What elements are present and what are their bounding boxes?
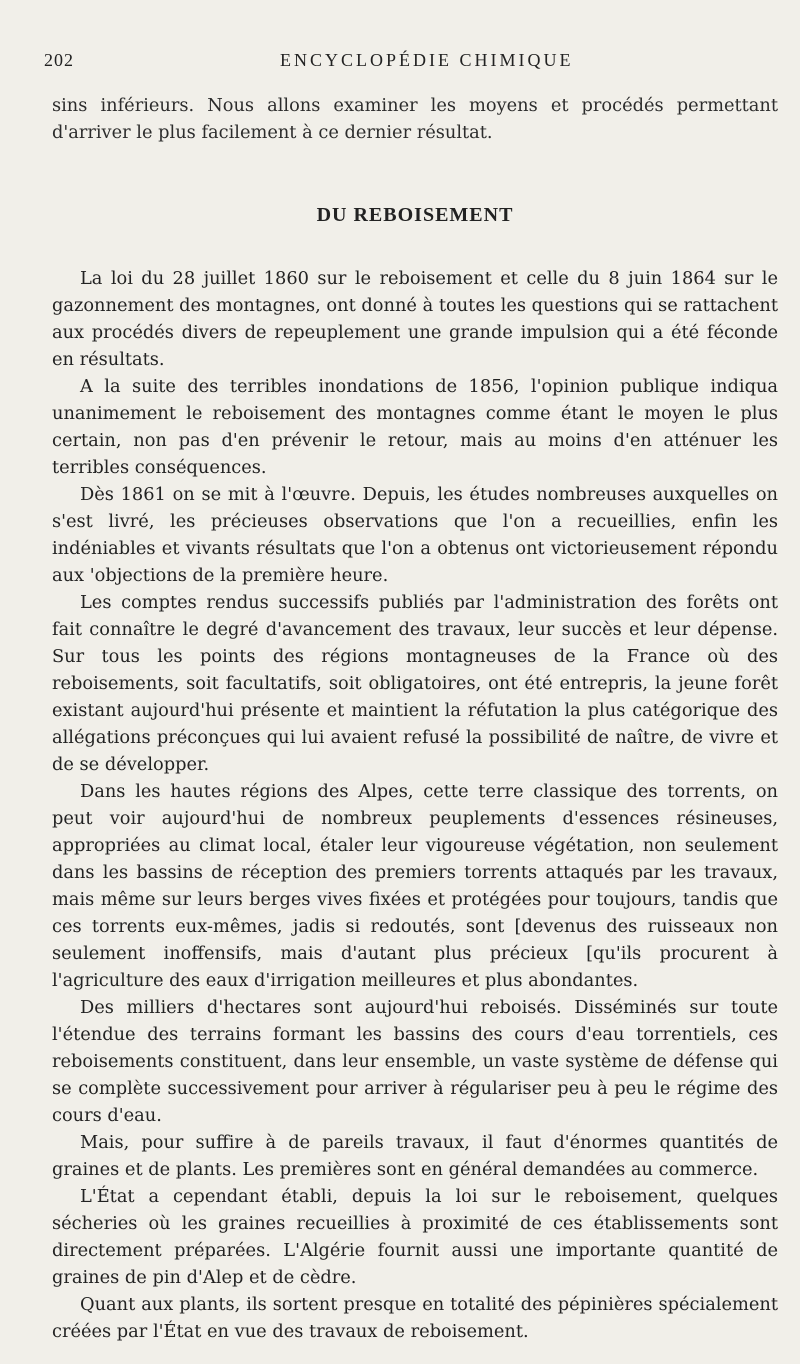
opening-paragraph: sins inférieurs. Nous allons examiner les moyens et procédés permettant d'arriver le plus facilement à ce dernier résultat. xyxy=(52,95,778,143)
main-text xyxy=(52,92,778,1345)
paragraph: Quant aux plants, ils sortent presque en totalité des pépinières spécialement créées par l'État en vue des travaux de reboisement. xyxy=(52,1294,778,1342)
paragraph: Dans les hautes régions des Alpes, cette terre classique des torrents, on peut voir aujourd'hui de nombreux peuplements d'essences résineuses, appropriées au climat local, étaler leur vigoureuse végétation, non seulement dans les bassins de réception des premiers torrents attaqués par les travaux, mais même sur leurs berges vives fixées et protégées pour toujours, tandis que ces torrents eux-mêmes, jadis si redoutés, sont [devenus des ruisseaux non seulement inoffensifs, mais d'autant plus précieux [qu'ils procurent à l'agriculture des eaux d'irrigation meilleures et plus abondantes. xyxy=(52,781,778,991)
paragraph: La loi du 28 juillet 1860 sur le reboisement et celle du 8 juin 1864 sur le gazonnement des montagnes, ont donné à toutes les questions qui se rattachent aux procédés divers de repeuplement une grande impulsion qui a été féconde en résultats. xyxy=(52,268,778,370)
paragraph: Mais, pour suffire à de pareils travaux, il faut d'énormes quantités de graines et de plants. Les premières sont en général demandées au commerce. xyxy=(52,1132,778,1180)
paragraph: Des milliers d'hectares sont aujourd'hui reboisés. Disséminés sur toute l'étendue des terrains formant les bassins des cours d'eau torrentiels, ces reboisements constituent, dans leur ensemble, un vaste système de défense qui se complète successivement pour arriver à régulariser peu à peu le régime des cours d'eau. xyxy=(52,997,778,1126)
page-number: 202 xyxy=(44,50,74,70)
page-header xyxy=(44,50,778,84)
paragraph: Les comptes rendus successifs publiés par l'administration des forêts ont fait connaître le degré d'avancement des travaux, leur succès et leur dépense. Sur tous les points des régions montagneuses de la France où des reboisements, soit facultatifs, soit obligatoires, ont été entrepris, la jeune forêt existant aujourd'hui présente et maintient la réfutation la plus catégorique des allégations préconçues qui lui avaient refusé la possibilité de naître, de vivre et de se développer. xyxy=(52,592,778,775)
paragraph: Dès 1861 on se mit à l'œuvre. Depuis, les études nombreuses auxquelles on s'est livré, les précieuses observations que l'on a recueillies, enfin les indéniables et vivants résultats que l'on a obtenus ont victorieusement répondu aux 'objections de la première heure. xyxy=(52,484,778,586)
paragraph: L'État a cependant établi, depuis la loi sur le reboisement, quelques sécheries où les graines recueillies à proximité de ces établissements sont directement préparées. L'Algérie fournit aussi une importante quantité de graines de pin d'Alep et de cèdre. xyxy=(52,1186,778,1288)
section-title: DU REBOISEMENT xyxy=(316,204,514,226)
paragraph: A la suite des terribles inondations de 1856, l'opinion publique indiqua unanimement le reboisement des montagnes comme étant le moyen le plus certain, non pas d'en prévenir le retour, mais au moins d'en atténuer les terribles conséquences. xyxy=(52,376,778,478)
running-title: ENCYCLOPÉDIE CHIMIQUE xyxy=(280,50,574,70)
